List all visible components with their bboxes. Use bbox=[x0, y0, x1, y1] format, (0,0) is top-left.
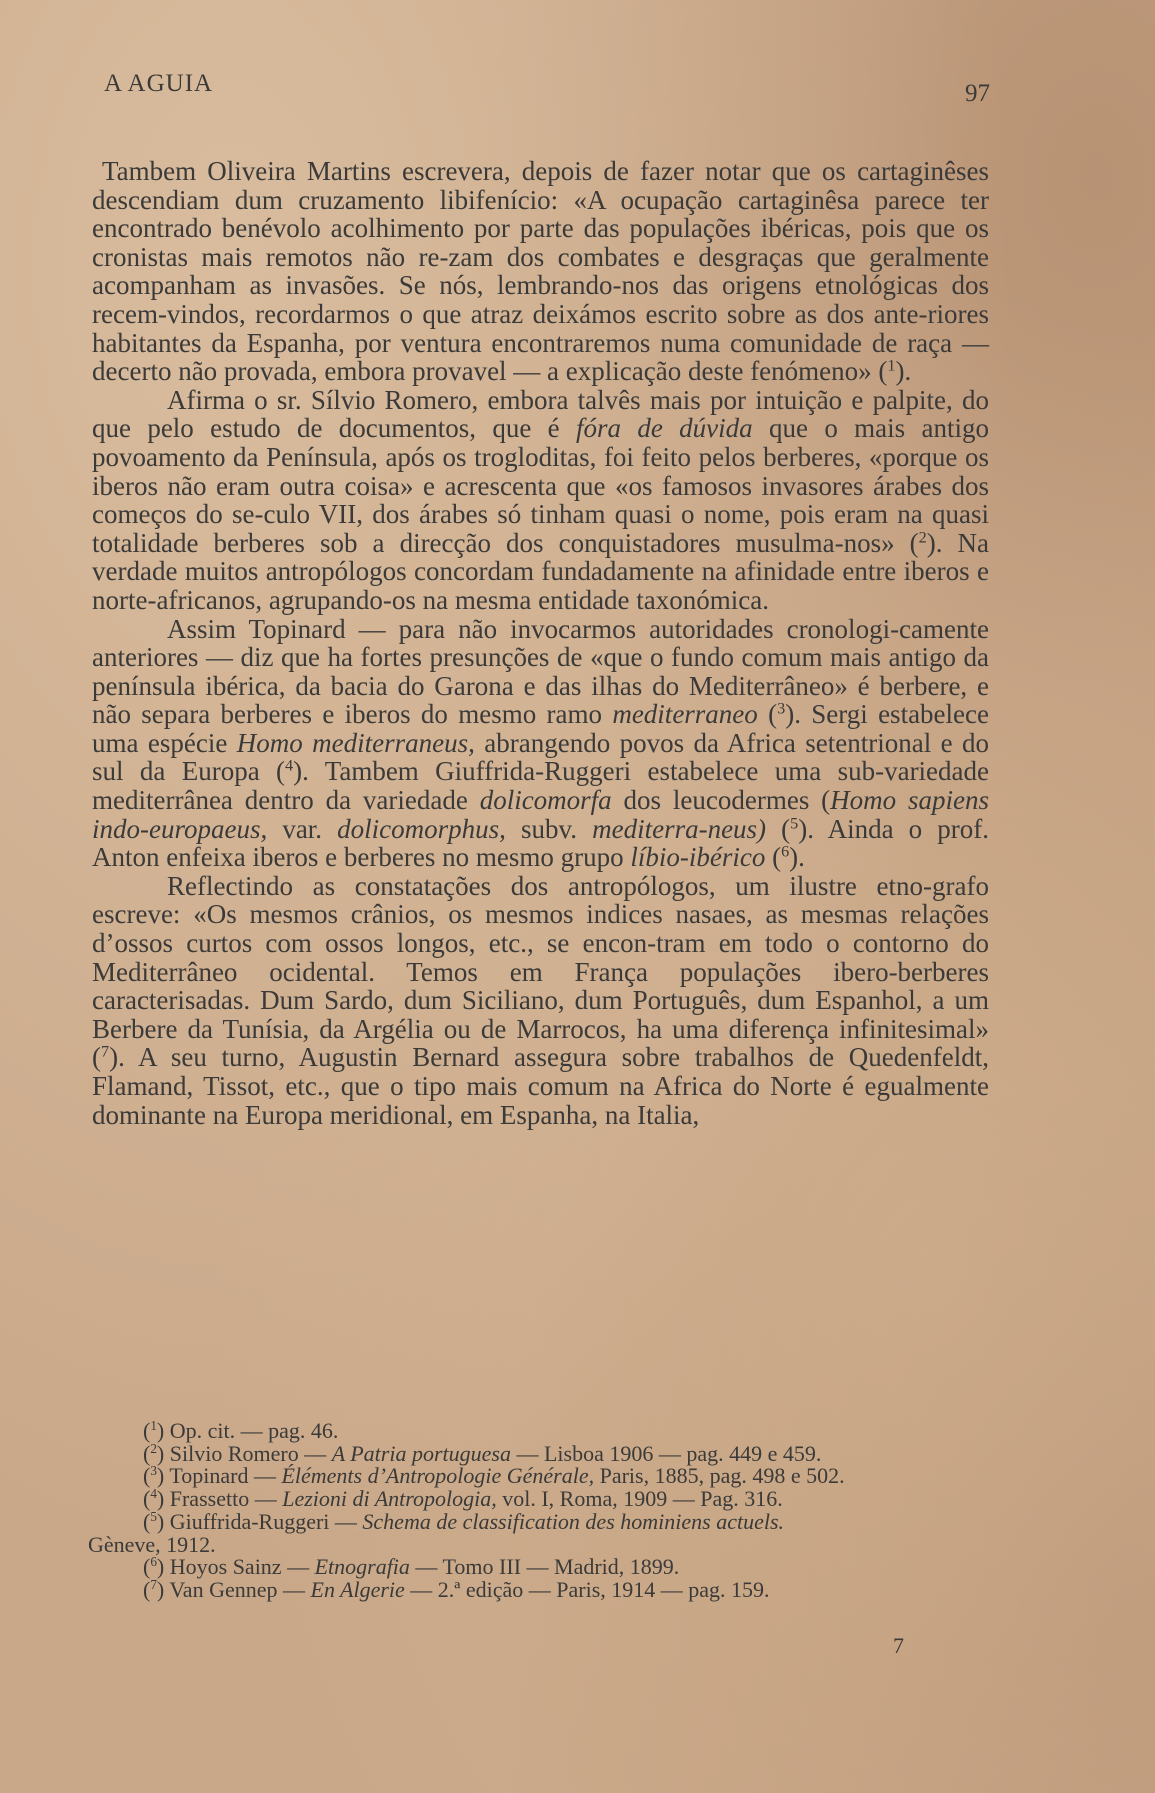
footnote-ref[interactable]: 6 bbox=[781, 842, 790, 861]
footnote-3: ($^3$) Topinard — Éléments d’Antropologie Générale, Paris, 1885, pag. 498 e 502. bbox=[143, 1463, 845, 1489]
paragraph-3: Assim Topinard — para não invocarmos autoridades cronologi‑camente anteriores — diz que ha fortes presunções de «que o fundo comum mais antigo da península ibérica, da bacia do Garona e das ilhas do Mediterrâneo» é berbere, e não separa berberes e iberos do mesmo ramo mediterraneo ($^3$). Sergi estabelece uma espécie Homo mediterraneus, abrangendo povos da Africa setentrional e do sul da Europa ($^4$). Tambem Giuffrida‑Ruggeri estabelece uma sub‑variedade mediterrânea dentro da variedade dolicomorfa dos leucodermes (Homo sapiens indo‑europaeus, var. dolicomorphus, subv. mediterra‑neus) ($^5$). Ainda o prof. Anton enfeixa iberos e berberes no mesmo grupo líbio‑ibérico ($^6$). bbox=[92, 613, 990, 873]
body-text bbox=[92, 157, 989, 1129]
footnote-7: ($^7$) Van Gennep — En Algerie — 2.ª edição — Paris, 1914 — pag. 159. bbox=[143, 1576, 770, 1602]
footnote-ref[interactable]: 5 bbox=[790, 813, 799, 832]
footnote-1: ($^1$) Op. cit. — pag. 46. bbox=[143, 1418, 339, 1443]
footnote-5: ($^5$) Giuffrida‑Ruggeri — Schema de classification des hominiens actuels. bbox=[143, 1508, 785, 1534]
footnote-ref[interactable]: 2 bbox=[918, 528, 927, 546]
page-number: 97 bbox=[965, 80, 990, 107]
footnote-5-continuation: Gèneve, 1912. bbox=[88, 1531, 216, 1557]
paragraph-2: Afirma o sr. Sílvio Romero, embora talvês mais por intuição e palpite, do que pelo estudo de documentos, que é fóra de dúvida que o mais antigo povoamento da Península, após os trogloditas, foi feito pelos berberes, «porque os iberos não eram outra coisa» e acrescenta que «os famosos invasores árabes dos começos do se‑culo VII, dos árabes só tinham quasi o nome, pois eram na quasi totalidade berberes sob a direcção dos conquistadores musulma‑nos» ($^2$). Na verdade muitos antropólogos concordam fundadamente na afinidade entre iberos e norte‑africanos, agrupando‑os na mesma entidade taxonómica. bbox=[92, 384, 989, 615]
journal-title: A AGUIA bbox=[104, 70, 214, 97]
paragraph-4: Reflectindo as constatações dos antropólogos, um ilustre etno‑grafo escreve: «Os mesmos crânios, os mesmos indices nasaes, as mesmas relações d’ossos curtos com ossos longos, etc., se encon‑tram em todo o contorno do Mediterrâneo ocidental. Temos em França populações ibero‑berberes caracterisadas. Dum Sardo, dum Siciliano, dum Português, dum Espanhol, a um Berbere da Tunísia, da Argélia ou de Marrocos, ha uma diferença infinitesimal» ($^7$). A seu turno, Augustin Bernard assegura sobre trabalhos de Quedenfeldt, Flamand, Tissot, etc., que o tipo mais comum na Africa do Norte é egualmente dominante na Europa meridional, em Espanha, na Italia, bbox=[92, 870, 989, 1130]
footnote-6: ($^6$) Hoyos Sainz — Etnografia — Tomo III — Madrid, 1899. bbox=[143, 1554, 680, 1580]
footnote-2: ($^2$) Silvio Romero — A Patria portuguesa — Lisboa 1906 — pag. 449 e 459. bbox=[143, 1440, 822, 1466]
footnote-4: ($^4$) Frassetto — Lezioni di Antropologia, vol. I, Roma, 1909 — Pag. 316. bbox=[143, 1486, 783, 1512]
footnote-ref[interactable]: 1 bbox=[887, 356, 896, 375]
signature-mark: 7 bbox=[893, 1633, 904, 1658]
footnote-ref[interactable]: 3 bbox=[777, 699, 786, 718]
footnote-ref[interactable]: 7 bbox=[101, 1042, 110, 1061]
footnote-ref[interactable]: 4 bbox=[285, 756, 294, 775]
footnotes bbox=[88, 1420, 988, 1602]
running-head bbox=[100, 62, 990, 112]
paragraph-1: Tambem Oliveira Martins escrevera, depois de fazer notar que os cartaginêses descendiam dum cruzamento libifenício: «A ocupação cartaginêsa parece ter encontrado benévolo acolhimento por parte das populações ibéricas, pois que os cronistas mais remotos não re‑zam dos combates e desgraças que geralmente acompanham as invasões. Se nós, lembrando‑nos das origens etnológicas dos recem‑vindos, recordarmos o que atraz deixámos escrito sobre as dos ante‑riores habitantes da Espanha, por ventura encontraremos numa comunidade de raça — decerto não provada, embora provavel — a explicação deste fenómeno» ($^1$). bbox=[92, 156, 989, 387]
